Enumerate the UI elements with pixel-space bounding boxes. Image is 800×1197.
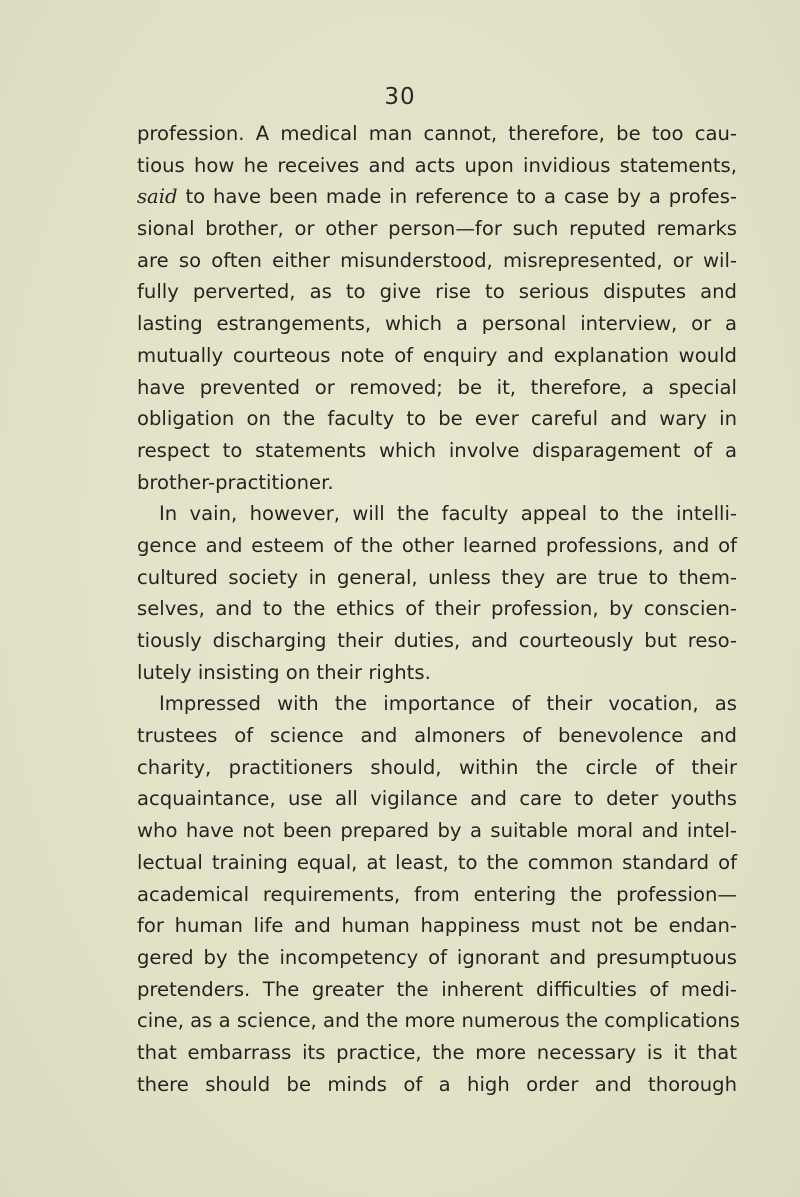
text-line: Impressed with the importance of their vocation, as: [159, 692, 737, 716]
text-line: charity, practitioners should, within the circle of their: [137, 755, 737, 779]
text-line: trustees of science and almoners of benevolence and: [137, 724, 737, 748]
text-line: fully perverted, as to give rise to serious disputes and: [137, 280, 737, 304]
line-continuation: to have been made in reference to a case by a profes-: [177, 185, 737, 209]
text-line: who have not been prepared by a suitable moral and intel-: [137, 819, 737, 843]
text-line: cultured society in general, unless they are true to them-: [137, 565, 737, 589]
text-line: have prevented or removed; be it, therefore, a special: [137, 375, 737, 399]
text-line: In vain, however, will the faculty appeal to the intelli-: [159, 502, 737, 526]
text-line: mutually courteous note of enquiry and explanation would: [137, 343, 737, 367]
text-line: academical requirements, from entering the profession—: [137, 882, 737, 906]
text-line: tiously discharging their duties, and courteously but reso-: [137, 629, 737, 652]
text-line: are so often either misunderstood, misrepresented, or wil-: [137, 248, 737, 272]
text-line: obligation on the faculty to be ever careful and wary in: [137, 407, 737, 431]
text-line: cine, as a science, and the more numerous the complications: [137, 1009, 740, 1033]
text-line: acquaintance, use all vigilance and care to deter youths: [137, 787, 737, 811]
text-line: there should be minds of a high order and thorough: [137, 1072, 737, 1096]
text-line: selves, and to the ethics of their profession, by conscien-: [137, 597, 737, 621]
text-line: respect to statements which involve disparagement of a: [137, 438, 737, 462]
page-number: 30: [384, 84, 416, 110]
text-line: gered by the incompetency of ignorant and presumptuous: [137, 945, 737, 969]
text-line: lutely insisting on their rights.: [137, 660, 431, 684]
text-line: [137, 181, 737, 213]
text-line: lasting estrangements, which a personal interview, or a: [137, 312, 737, 336]
text-line: for human life and human happiness must not be endan-: [137, 914, 737, 938]
text-line: profession. A medical man cannot, therefore, be too cau-: [137, 122, 737, 145]
text-line: that embarrass its practice, the more necessary is it that: [137, 1040, 737, 1064]
text-line: brother-practitioner.: [137, 470, 334, 494]
text-line: lectual training equal, at least, to the common standard of: [137, 850, 737, 874]
body-text: [137, 118, 740, 1100]
text-line: tious how he receives and acts upon invidious statements,: [137, 153, 737, 177]
text-line: pretenders. The greater the inherent difficulties of medi-: [137, 977, 737, 1001]
text-line: gence and esteem of the other learned professions, and of: [137, 533, 737, 557]
text-line: sional brother, or other person—for such reputed remarks: [137, 217, 737, 241]
italic-word: said: [137, 185, 178, 209]
